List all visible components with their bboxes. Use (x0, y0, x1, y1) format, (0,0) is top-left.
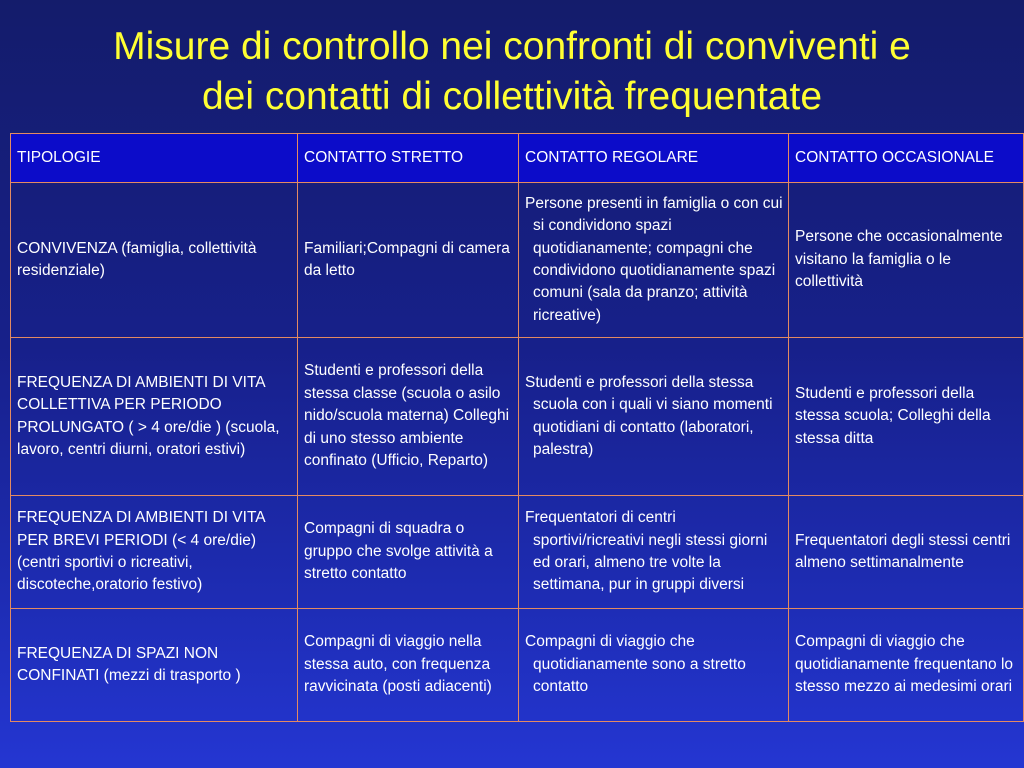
slide-title (0, 22, 1024, 122)
table-row (11, 609, 1024, 722)
table-cell: Compagni di viaggio che quotidianamente sono a stretto contatto (519, 609, 789, 722)
table-cell: Studenti e professori della stessa classe (scuola o asilo nido/scuola materna) Colleghi di uno stesso ambiente confinato (Ufficio, Reparto) (298, 338, 519, 496)
table-cell: Persone che occasionalmente visitano la famiglia o le collettività (789, 183, 1024, 338)
table-cell: Compagni di viaggio nella stessa auto, con frequenza ravvicinata (posti adiacenti) (298, 609, 519, 722)
table-row (11, 496, 1024, 609)
table-cell: Compagni di squadra o gruppo che svolge attività a stretto contatto (298, 496, 519, 609)
table-row (11, 183, 1024, 338)
table-cell: Compagni di viaggio che quotidianamente frequentano lo stesso mezzo ai medesimi orari (789, 609, 1024, 722)
table-cell: FREQUENZA DI AMBIENTI DI VITA COLLETTIVA PER PERIODO PROLUNGATO ( > 4 ore/die ) (scuola, lavoro, centri diurni, oratori estivi) (11, 338, 298, 496)
contact-measures-table (10, 133, 1024, 722)
table-cell: Studenti e professori della stessa scuola; Colleghi della stessa ditta (789, 338, 1024, 496)
table-cell: Studenti e professori della stessa scuola con i quali vi siano momenti quotidiani di contatto (laboratori, palestra) (519, 338, 789, 496)
table-cell: Familiari;Compagni di camera da letto (298, 183, 519, 338)
table-cell: Persone presenti in famiglia o con cui si condividono spazi quotidianamente; compagni che condividono quotidianamente spazi comuni (sala da pranzo; attività ricreative) (519, 183, 789, 338)
table-cell: Frequentatori degli stessi centri almeno settimanalmente (789, 496, 1024, 609)
table-cell: FREQUENZA DI AMBIENTI DI VITA PER BREVI PERIODI (< 4 ore/die) (centri sportivi o ricreativi, discoteche,oratorio festivo) (11, 496, 298, 609)
table-cell: Frequentatori di centri sportivi/ricreativi negli stessi giorni ed orari, almeno tre volte la settimana, pur in gruppi diversi (519, 496, 789, 609)
table-header-row (11, 134, 1024, 183)
table-cell: FREQUENZA DI SPAZI NON CONFINATI (mezzi di trasporto ) (11, 609, 298, 722)
slide-title-line-1: Misure di controllo nei confronti di conviventi e (113, 25, 911, 68)
header-cell-contatto-occasionale: CONTATTO OCCASIONALE (789, 134, 1024, 183)
table-cell: CONVIVENZA (famiglia, collettività residenziale) (11, 183, 298, 338)
header-cell-tipologie: TIPOLOGIE (11, 134, 298, 183)
slide-title-line-2: dei contatti di collettività frequentate (201, 75, 823, 118)
header-cell-contatto-stretto: CONTATTO STRETTO (298, 134, 519, 183)
table-row (11, 338, 1024, 496)
header-cell-contatto-regolare: CONTATTO REGOLARE (519, 134, 789, 183)
